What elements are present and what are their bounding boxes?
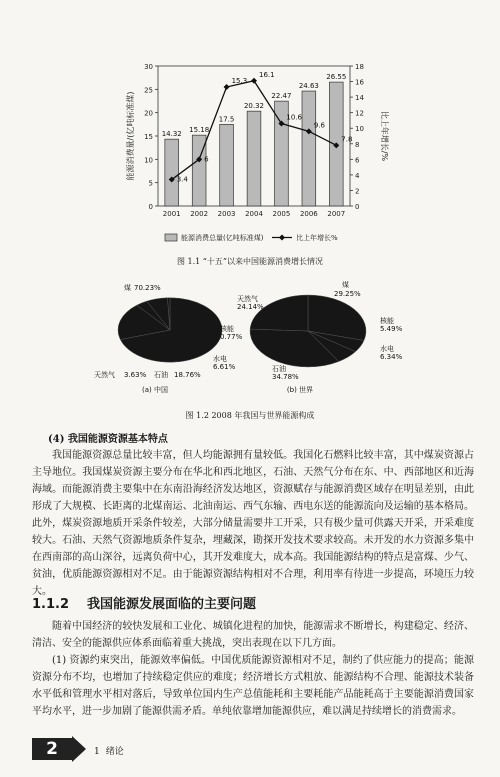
x-tick-label: 2007 — [327, 210, 346, 218]
y-tick-label: 20 — [144, 109, 153, 118]
pie-slice — [250, 295, 308, 331]
y2-axis-label: 比上年增长/% — [380, 110, 389, 162]
y2-tick-label: 6 — [355, 156, 360, 165]
figure-1-1-caption: 图 1.1 “十五”以来中国能源消费增长情况 — [177, 257, 323, 266]
y2-tick-label: 4 — [355, 171, 360, 180]
legend-bar-swatch — [165, 234, 177, 241]
y2-tick-label: 18 — [355, 63, 364, 71]
line-value-label: 3.4 — [176, 175, 188, 184]
legend-bar-label: 能源消费总量(亿吨标准煤) — [181, 234, 264, 242]
pie-slice-label: 煤 — [342, 281, 349, 289]
pie-slice-label: 石油 — [154, 371, 168, 379]
page-number: 2 — [32, 738, 72, 760]
paragraph-text: 我国能源资源总量比较丰富，但人均能源拥有量较低。我国化石燃料比较丰富，其中煤炭资源占主导地位。我国煤炭资源主要分布在华北和西北地区，石油、天然气分布在东、中、西部地区和近海海域。而能源消费主要集中在东南沿海经济发达地区，资源赋存与能源消费区域存在明显差别，由此形成了大规模、长距离的北煤南运、北油南运、西气东输、西电东送的能源流向及运输的基本格局。此外，煤炭资源地质开采条件较差，大部分储量需要井工开采，只有极少量可供露天开采，开采难度较大。石油、天然气资源地质条件复杂，埋藏深，勘探开发技术要求较高。未开发的水力资源多集中在西南部的高山深谷，远离负荷中心，其开发难度大，成本高。我国能源结构的特点是富煤、少气、贫油，优质能源资源相对不足。由于能源资源结构相对不合理，利用率有待进一步提高，环境压力较大。 — [32, 450, 474, 597]
section-title: 我国能源发展面临的主要问题 — [87, 597, 257, 612]
pie-slice-label: 水电 — [213, 355, 227, 363]
line-value-label: 16.1 — [259, 70, 275, 79]
y2-tick-label: 0 — [355, 203, 360, 211]
bar-value-label: 26.55 — [326, 73, 347, 82]
line-value-label: 9.6 — [313, 121, 325, 130]
pie-subtitle: (b) 世界 — [286, 386, 314, 394]
pie-slice-value: 5.49% — [380, 325, 403, 333]
energy-structure-pies — [0, 275, 500, 410]
x-tick-label: 2005 — [272, 210, 291, 218]
pie-slice-label: 核能 — [220, 325, 234, 333]
paragraph-intro — [32, 618, 474, 720]
pie-slice-value: 6.61% — [213, 363, 236, 371]
energy-consumption-chart — [0, 0, 500, 275]
y2-tick-label: 14 — [355, 94, 364, 103]
y-tick-label: 0 — [148, 203, 153, 211]
line-value-label: 15.3 — [231, 77, 248, 85]
y2-tick-label: 12 — [355, 109, 364, 118]
pie-slice-value: 3.63% — [124, 371, 147, 379]
pie-slice-label: 水电 — [380, 345, 394, 353]
section-number: 1.1.2 — [32, 597, 70, 612]
pie-slice-value: 24.14% — [237, 303, 264, 311]
bar-value-label: 15.18 — [189, 126, 210, 135]
bar — [220, 124, 234, 206]
y-tick-label: 5 — [148, 179, 153, 188]
paragraph-text: 随着中国经济的较快发展和工业化、城镇化进程的加快，能源需求不断增长，构建稳定、经济、清洁、安全的能源供应体系面临着重大挑战，突出表现在以下几方面。 — [32, 621, 474, 649]
line-point — [224, 84, 230, 90]
chapter-number: 1 — [94, 747, 100, 757]
pie-slice-label: 核能 — [380, 317, 394, 325]
bar-value-label: 17.5 — [218, 115, 235, 124]
pie-slice-label: 天然气 — [94, 371, 115, 379]
arrow-icon — [72, 736, 86, 762]
line-value-label: 6 — [204, 155, 209, 164]
y-tick-label: 30 — [144, 63, 153, 71]
legend-line-marker — [279, 235, 285, 241]
x-tick-label: 2003 — [217, 210, 236, 218]
figure-1-2-caption: 图 1.2 2008 年我国与世界能源构成 — [185, 411, 315, 420]
pie-slice-value: 18.76% — [174, 371, 201, 379]
y-tick-label: 15 — [144, 133, 153, 141]
y2-tick-label: 16 — [355, 78, 364, 87]
pie-slice-value: 0.77% — [220, 333, 243, 341]
paragraph-resources — [32, 447, 474, 600]
bar-value-label: 20.32 — [243, 102, 265, 111]
bar-value-label: 14.32 — [161, 130, 182, 139]
bar-value-label: 22.47 — [271, 92, 292, 101]
pie-slice-value: 70.23% — [134, 284, 161, 292]
pie-slice-value: 34.78% — [272, 373, 299, 381]
page-footer — [32, 736, 124, 762]
x-tick-label: 2006 — [299, 210, 318, 218]
section-heading — [32, 593, 274, 612]
pie-slice-value: 6.34% — [380, 353, 403, 361]
legend-line-label: 比上年增长% — [296, 234, 338, 242]
pie-slice-label: 煤 — [124, 284, 131, 292]
y2-tick-label: 10 — [355, 125, 364, 134]
chapter-title: 绪论 — [105, 747, 124, 757]
x-tick-label: 2004 — [245, 210, 263, 218]
x-tick-label: 2001 — [162, 210, 181, 218]
line-value-label: 7.8 — [341, 135, 353, 144]
chapter-label — [94, 744, 130, 757]
pie-slice-label: 石油 — [272, 365, 286, 373]
pie-slice-label: 天然气 — [237, 295, 258, 303]
bar — [302, 91, 316, 206]
line-value-label: 10.6 — [286, 113, 303, 122]
pie-subtitle: (a) 中国 — [142, 386, 168, 394]
y-axis-label: 能源消费量/(亿吨标准煤) — [126, 91, 135, 181]
y2-tick-label: 2 — [355, 187, 360, 196]
y2-tick-label: 8 — [355, 140, 360, 149]
y-tick-label: 10 — [144, 156, 153, 165]
x-tick-label: 2002 — [190, 210, 209, 218]
pie-slice-value: 29.25% — [334, 290, 361, 298]
bar — [247, 111, 261, 206]
subsection-heading: (4) 我国能源资源基本特点 — [48, 434, 168, 445]
y-tick-label: 25 — [144, 86, 153, 95]
bar — [165, 139, 179, 206]
paragraph-text: (1) 资源约束突出，能源效率偏低。中国优质能源资源相对不足，制约了供应能力的提高；能源资源分布不均，也增加了持续稳定供应的难度；经济增长方式粗放、能源结构不合理、能源技术装备水平低和管理水平相对落后，导致单位国内生产总值能耗和主要耗能产品能耗高于主要能源消费国家平均水平，进一步加剧了能源供需矛盾。单纯依靠增加能源供应，难以满足持续增长的消费需求。 — [32, 655, 474, 717]
bar-value-label: 24.63 — [298, 82, 319, 91]
